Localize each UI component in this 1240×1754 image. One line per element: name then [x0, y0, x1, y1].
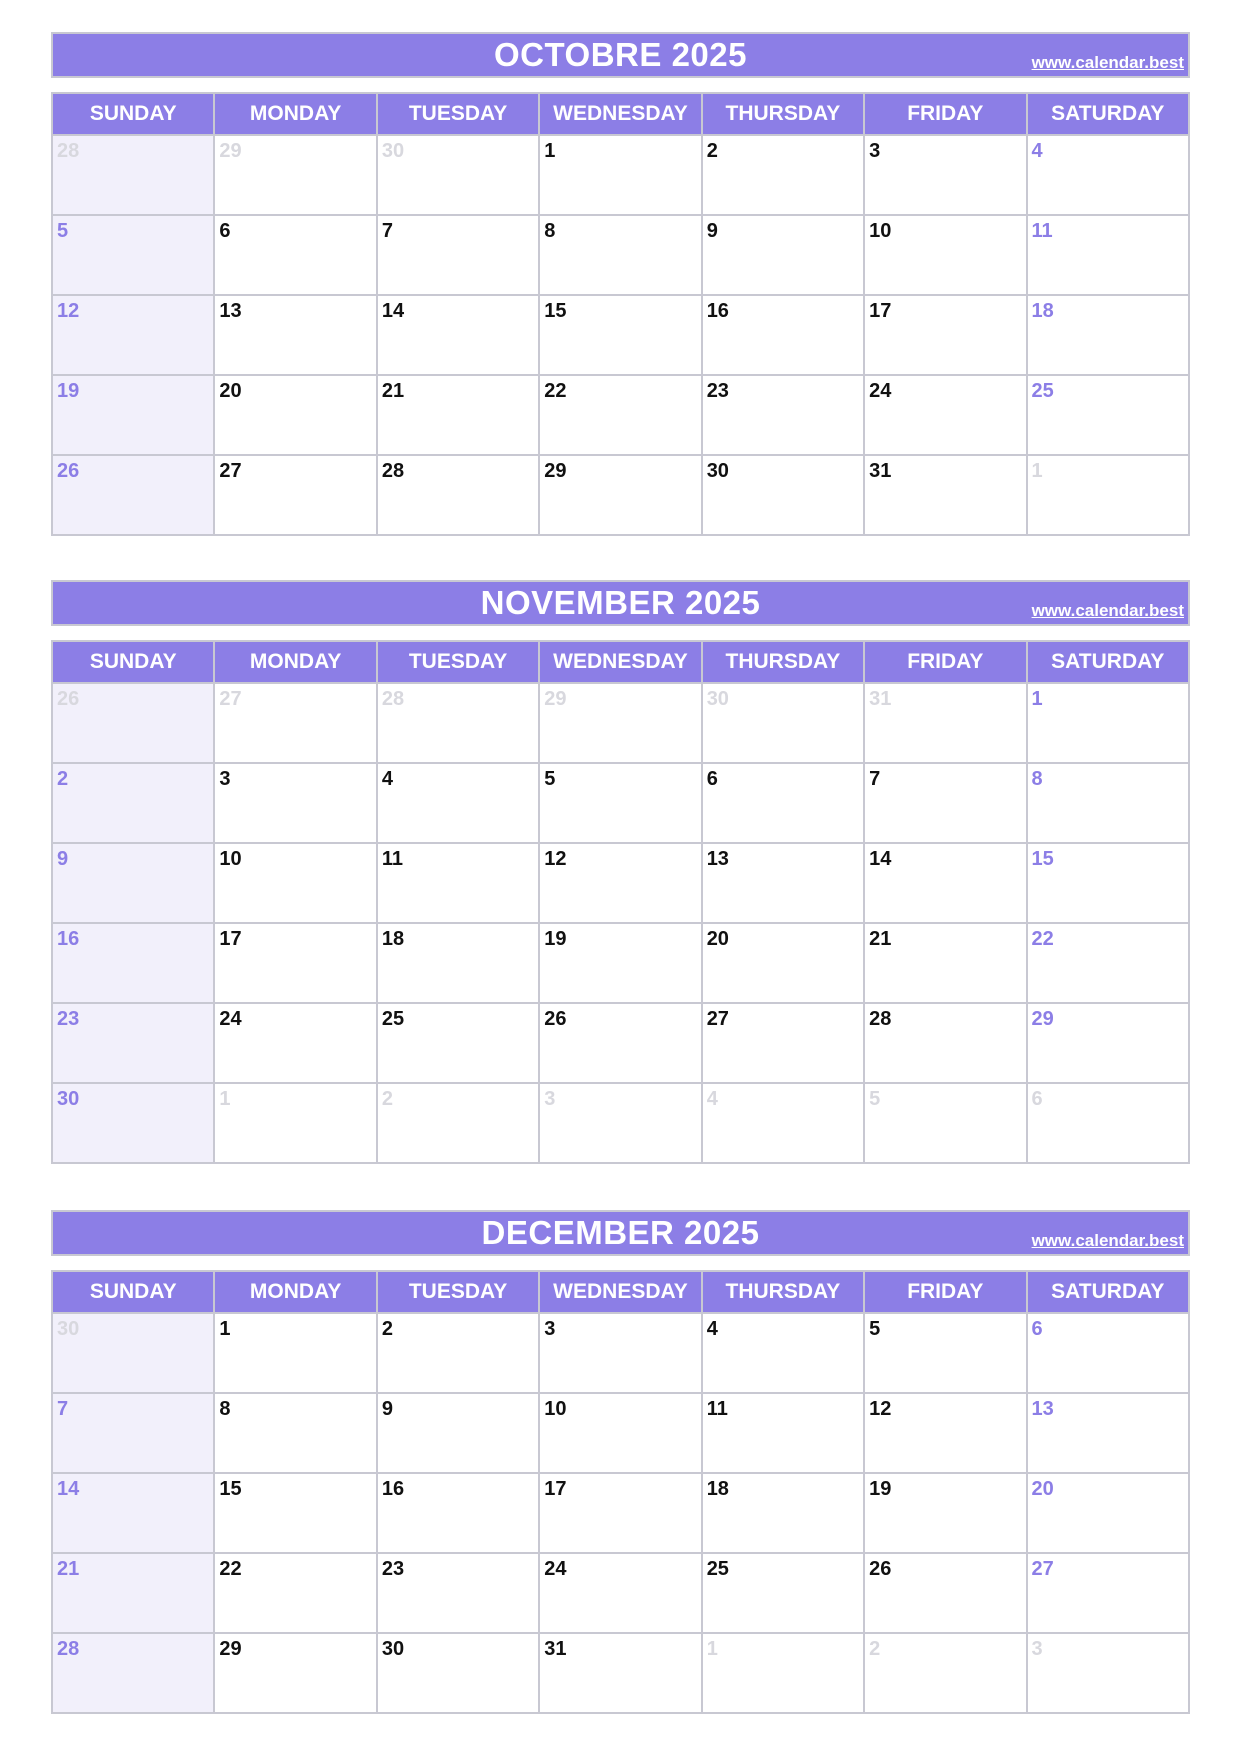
day-cell: 7 [864, 763, 1026, 843]
week-row [52, 215, 1189, 295]
website-link[interactable]: www.calendar.best [1031, 53, 1184, 72]
day-cell: 1 [539, 135, 701, 215]
day-cell: 22 [1027, 923, 1189, 1003]
day-cell-outside-month: 29 [539, 683, 701, 763]
day-cell: 30 [52, 1083, 214, 1163]
weekday-header: SATURDAY [1027, 93, 1189, 135]
day-cell: 9 [702, 215, 864, 295]
day-cell: 2 [702, 135, 864, 215]
week-row [52, 843, 1189, 923]
day-cell: 9 [377, 1393, 539, 1473]
day-cell: 6 [1027, 1313, 1189, 1393]
day-cell: 24 [214, 1003, 376, 1083]
week-row [52, 455, 1189, 535]
day-cell: 12 [52, 295, 214, 375]
month-title-bar [51, 32, 1190, 78]
day-cell: 13 [214, 295, 376, 375]
day-cell: 23 [52, 1003, 214, 1083]
day-cell-outside-month: 30 [702, 683, 864, 763]
day-cell-outside-month: 2 [377, 1083, 539, 1163]
weekday-header: SATURDAY [1027, 1271, 1189, 1313]
month-block [51, 580, 1190, 1110]
day-cell: 21 [377, 375, 539, 455]
day-cell-outside-month: 30 [377, 135, 539, 215]
weekday-header: MONDAY [214, 1271, 376, 1313]
day-cell: 11 [377, 843, 539, 923]
weekday-header: THURSDAY [702, 641, 864, 683]
day-cell: 23 [377, 1553, 539, 1633]
day-cell: 30 [702, 455, 864, 535]
day-cell: 9 [52, 843, 214, 923]
website-link[interactable]: www.calendar.best [1031, 601, 1184, 620]
day-cell: 18 [702, 1473, 864, 1553]
week-row [52, 375, 1189, 455]
month-block [51, 1210, 1190, 1660]
day-cell: 14 [864, 843, 1026, 923]
day-cell: 19 [864, 1473, 1026, 1553]
weekday-header: SUNDAY [52, 641, 214, 683]
day-cell-outside-month: 1 [702, 1633, 864, 1713]
month-grid [51, 92, 1190, 536]
day-cell: 15 [214, 1473, 376, 1553]
day-cell: 29 [214, 1633, 376, 1713]
week-row [52, 1083, 1189, 1163]
day-cell-outside-month: 1 [214, 1083, 376, 1163]
month-title: NOVEMBER 2025 [480, 584, 761, 621]
day-cell-outside-month: 3 [539, 1083, 701, 1163]
day-cell: 13 [702, 843, 864, 923]
day-cell: 16 [52, 923, 214, 1003]
week-row [52, 1313, 1189, 1393]
day-cell: 24 [539, 1553, 701, 1633]
week-row [52, 135, 1189, 215]
day-cell: 8 [214, 1393, 376, 1473]
day-cell: 3 [864, 135, 1026, 215]
day-cell: 28 [377, 455, 539, 535]
weekday-header: SUNDAY [52, 93, 214, 135]
day-cell: 16 [702, 295, 864, 375]
day-cell: 25 [377, 1003, 539, 1083]
weekday-header: SATURDAY [1027, 641, 1189, 683]
week-row [52, 1553, 1189, 1633]
month-title-bar [51, 580, 1190, 626]
day-cell-outside-month: 28 [377, 683, 539, 763]
week-row [52, 923, 1189, 1003]
day-cell: 11 [702, 1393, 864, 1473]
day-cell: 21 [864, 923, 1026, 1003]
day-cell: 26 [864, 1553, 1026, 1633]
day-cell: 27 [1027, 1553, 1189, 1633]
day-cell: 18 [377, 923, 539, 1003]
day-cell: 7 [52, 1393, 214, 1473]
weekday-header: FRIDAY [864, 1271, 1026, 1313]
day-cell: 13 [1027, 1393, 1189, 1473]
day-cell: 16 [377, 1473, 539, 1553]
day-cell: 31 [539, 1633, 701, 1713]
weekday-header: FRIDAY [864, 93, 1026, 135]
weekday-header-row [52, 1271, 1189, 1313]
day-cell: 27 [214, 455, 376, 535]
day-cell: 30 [377, 1633, 539, 1713]
day-cell: 6 [702, 763, 864, 843]
day-cell: 20 [1027, 1473, 1189, 1553]
day-cell-outside-month: 30 [52, 1313, 214, 1393]
day-cell: 29 [539, 455, 701, 535]
day-cell: 29 [1027, 1003, 1189, 1083]
day-cell: 7 [377, 215, 539, 295]
weekday-header: SUNDAY [52, 1271, 214, 1313]
day-cell: 25 [1027, 375, 1189, 455]
day-cell: 23 [702, 375, 864, 455]
day-cell: 26 [539, 1003, 701, 1083]
weekday-header: THURSDAY [702, 93, 864, 135]
month-title: OCTOBRE 2025 [494, 36, 747, 73]
week-row [52, 763, 1189, 843]
day-cell: 12 [539, 843, 701, 923]
day-cell: 6 [214, 215, 376, 295]
day-cell-outside-month: 4 [702, 1083, 864, 1163]
month-title-bar [51, 1210, 1190, 1256]
day-cell: 1 [214, 1313, 376, 1393]
day-cell: 20 [214, 375, 376, 455]
weekday-header: WEDNESDAY [539, 93, 701, 135]
day-cell: 19 [52, 375, 214, 455]
day-cell: 17 [214, 923, 376, 1003]
week-row [52, 683, 1189, 763]
day-cell-outside-month: 31 [864, 683, 1026, 763]
day-cell: 10 [539, 1393, 701, 1473]
week-row [52, 1473, 1189, 1553]
day-cell: 14 [377, 295, 539, 375]
weekday-header: WEDNESDAY [539, 1271, 701, 1313]
day-cell: 4 [702, 1313, 864, 1393]
day-cell: 22 [214, 1553, 376, 1633]
day-cell: 10 [864, 215, 1026, 295]
weekday-header-row [52, 641, 1189, 683]
day-cell: 17 [864, 295, 1026, 375]
day-cell: 17 [539, 1473, 701, 1553]
weekday-header: THURSDAY [702, 1271, 864, 1313]
weekday-header: MONDAY [214, 93, 376, 135]
day-cell: 28 [52, 1633, 214, 1713]
day-cell: 3 [214, 763, 376, 843]
day-cell-outside-month: 29 [214, 135, 376, 215]
month-grid [51, 640, 1190, 1164]
weekday-header: FRIDAY [864, 641, 1026, 683]
day-cell: 5 [864, 1313, 1026, 1393]
day-cell-outside-month: 1 [1027, 455, 1189, 535]
day-cell: 15 [539, 295, 701, 375]
day-cell: 8 [539, 215, 701, 295]
day-cell-outside-month: 26 [52, 683, 214, 763]
day-cell: 2 [52, 763, 214, 843]
week-row [52, 1003, 1189, 1083]
day-cell: 4 [377, 763, 539, 843]
day-cell: 5 [52, 215, 214, 295]
day-cell-outside-month: 28 [52, 135, 214, 215]
day-cell-outside-month: 27 [214, 683, 376, 763]
day-cell: 21 [52, 1553, 214, 1633]
day-cell: 22 [539, 375, 701, 455]
day-cell: 27 [702, 1003, 864, 1083]
day-cell-outside-month: 2 [864, 1633, 1026, 1713]
day-cell: 1 [1027, 683, 1189, 763]
day-cell-outside-month: 6 [1027, 1083, 1189, 1163]
week-row [52, 295, 1189, 375]
day-cell: 11 [1027, 215, 1189, 295]
day-cell: 18 [1027, 295, 1189, 375]
month-block [51, 32, 1190, 482]
weekday-header: TUESDAY [377, 641, 539, 683]
day-cell: 19 [539, 923, 701, 1003]
day-cell: 10 [214, 843, 376, 923]
day-cell: 24 [864, 375, 1026, 455]
day-cell: 3 [539, 1313, 701, 1393]
day-cell-outside-month: 5 [864, 1083, 1026, 1163]
day-cell: 2 [377, 1313, 539, 1393]
weekday-header: TUESDAY [377, 93, 539, 135]
website-link[interactable]: www.calendar.best [1031, 1231, 1184, 1250]
weekday-header: WEDNESDAY [539, 641, 701, 683]
day-cell: 8 [1027, 763, 1189, 843]
day-cell-outside-month: 3 [1027, 1633, 1189, 1713]
day-cell: 26 [52, 455, 214, 535]
week-row [52, 1633, 1189, 1713]
day-cell: 28 [864, 1003, 1026, 1083]
day-cell: 5 [539, 763, 701, 843]
weekday-header: TUESDAY [377, 1271, 539, 1313]
day-cell: 15 [1027, 843, 1189, 923]
month-grid [51, 1270, 1190, 1714]
day-cell: 12 [864, 1393, 1026, 1473]
week-row [52, 1393, 1189, 1473]
day-cell: 31 [864, 455, 1026, 535]
day-cell: 20 [702, 923, 864, 1003]
day-cell: 25 [702, 1553, 864, 1633]
day-cell: 4 [1027, 135, 1189, 215]
month-title: DECEMBER 2025 [481, 1214, 760, 1251]
weekday-header: MONDAY [214, 641, 376, 683]
day-cell: 14 [52, 1473, 214, 1553]
weekday-header-row [52, 93, 1189, 135]
